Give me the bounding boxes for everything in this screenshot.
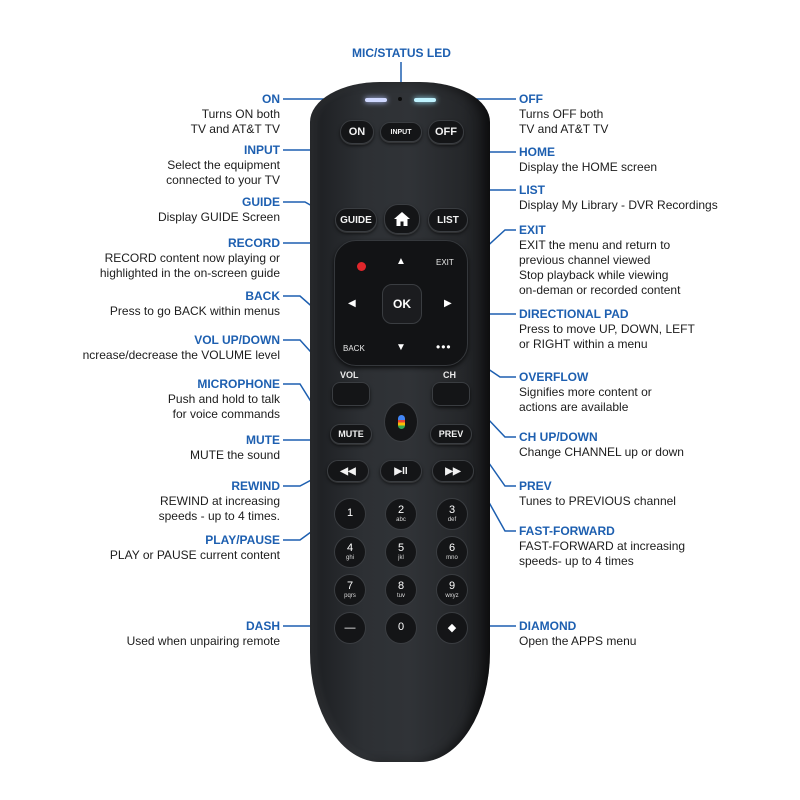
annotation-title: CH UP/DOWN [519, 430, 598, 444]
key-digit: 9 [448, 580, 456, 592]
annotation-prev [519, 479, 676, 509]
key-letters: jkl [398, 555, 404, 561]
key-8[interactable] [385, 574, 417, 606]
annotation-line: Change CHANNEL up or down [519, 445, 684, 459]
annotation-line: Display My Library - DVR Recordings [519, 198, 718, 212]
annotation-title: RECORD [227, 236, 280, 250]
annotation-title: OVERFLOW [519, 370, 589, 384]
annotation-line: on-deman or recorded content [519, 283, 681, 297]
microphone-icon [398, 415, 405, 429]
annotation-line: Display GUIDE Screen [157, 210, 280, 224]
annotation-back [110, 289, 280, 319]
annotation-record [100, 236, 280, 281]
prev-button[interactable]: PREV [430, 424, 472, 444]
annotation-title: MIC/STATUS LED [352, 46, 451, 60]
play-pause-button[interactable]: ▶II [380, 460, 422, 482]
right-arrow-button[interactable]: ▶ [444, 298, 452, 309]
annotation-overflow [519, 370, 652, 415]
key-letters: ghi [345, 555, 354, 561]
annotation-title: PLAY/PAUSE [205, 533, 280, 547]
key-2[interactable] [385, 498, 417, 530]
annotation-mute [190, 433, 280, 463]
annotation-dpad [519, 307, 695, 352]
annotation-title: FAST-FORWARD [519, 524, 615, 538]
annotation-line: Stop playback while viewing [519, 268, 669, 282]
annotation-title: MUTE [246, 433, 280, 447]
mute-button[interactable]: MUTE [330, 424, 372, 444]
annotation-line: Push and hold to talk [167, 392, 280, 406]
key-digit: 3 [448, 504, 456, 516]
status-led-right [414, 98, 436, 102]
annotation-home [519, 145, 657, 175]
dash-button[interactable] [334, 612, 366, 644]
key-digit: 8 [397, 580, 405, 592]
key-0[interactable] [385, 612, 417, 644]
annotation-line: actions are available [519, 400, 629, 414]
annotation-title: HOME [519, 145, 555, 159]
vol-label: VOL [340, 370, 359, 380]
annotation-title: REWIND [231, 479, 280, 493]
key-digit: 2 [397, 504, 405, 516]
annotation-title: ON [262, 92, 280, 106]
annotation-line: ncrease/decrease the VOLUME level [82, 348, 280, 362]
key-digit: 4 [346, 542, 354, 554]
annotation-title: BACK [245, 289, 280, 303]
mic-hole [398, 97, 402, 101]
key-1[interactable] [334, 498, 366, 530]
key-6[interactable] [436, 536, 468, 568]
annotation-line: or RIGHT within a menu [519, 337, 648, 351]
input-button[interactable]: INPUT [380, 122, 422, 142]
annotation-title: DASH [245, 619, 280, 633]
annotation-title: PREV [519, 479, 552, 493]
annotation-vol [83, 333, 280, 363]
key-4[interactable] [334, 536, 366, 568]
ch-rocker[interactable] [432, 382, 470, 406]
annotation-line: TV and AT&T TV [190, 122, 280, 136]
ok-button[interactable]: OK [382, 284, 422, 324]
annotation-diamond [519, 619, 636, 649]
back-button[interactable]: BACK [343, 344, 365, 353]
key-letters: tuv [396, 593, 405, 599]
annotation-title: INPUT [244, 143, 280, 157]
annotation-line: Tunes to PREVIOUS channel [519, 494, 676, 508]
annotation-title: LIST [519, 183, 545, 197]
annotation-line: highlighted in the on-screen guide [99, 266, 280, 280]
off-button[interactable]: OFF [428, 120, 464, 144]
up-arrow-button[interactable]: ▲ [396, 256, 406, 267]
annotation-title: EXIT [519, 223, 546, 237]
overflow-button[interactable]: ••• [436, 340, 452, 354]
on-button[interactable]: ON [340, 120, 374, 144]
key-3[interactable] [436, 498, 468, 530]
annotation-line: speeds - up to 4 times. [158, 509, 280, 523]
list-button[interactable]: LIST [428, 208, 468, 232]
diamond-icon: ◆ [447, 621, 457, 634]
annotation-line: REWIND at increasing [159, 494, 280, 508]
vol-rocker[interactable] [332, 382, 370, 406]
guide-button[interactable]: GUIDE [335, 208, 377, 232]
fast-forward-button[interactable]: ▶▶ [432, 460, 474, 482]
annotation-mic-led [352, 46, 451, 61]
key-5[interactable] [385, 536, 417, 568]
key-letters: wxyz [445, 593, 459, 599]
rewind-button[interactable]: ◀◀ [327, 460, 369, 482]
annotation-line: RECORD content now playing or [104, 251, 280, 265]
dash-icon: — [344, 621, 356, 634]
annotation-exit [519, 223, 680, 298]
annotation-line: EXIT the menu and return to [519, 238, 671, 252]
annotation-playpause [110, 533, 280, 563]
annotation-line: Used when unpairing remote [126, 634, 280, 648]
annotation-line: previous channel viewed [519, 253, 651, 267]
key-letters: abc [396, 517, 406, 523]
annotation-title: DIAMOND [519, 619, 577, 633]
key-7[interactable] [334, 574, 366, 606]
key-letters: pqrs [344, 593, 356, 599]
annotation-guide [158, 195, 280, 225]
key-digit: 1 [346, 507, 354, 519]
annotation-rewind [159, 479, 280, 524]
key-letters: mno [446, 555, 458, 561]
annotation-dash [127, 619, 280, 649]
annotation-line: for voice commands [172, 407, 280, 421]
key-digit: 0 [397, 621, 405, 633]
annotation-line: connected to your TV [166, 173, 280, 187]
annotation-ch [519, 430, 684, 460]
microphone-button[interactable] [384, 402, 418, 442]
home-icon [394, 212, 410, 226]
annotation-off [519, 92, 608, 137]
key-letters: def [447, 517, 457, 523]
home-button[interactable] [384, 204, 420, 234]
annotation-line: Turns ON both [201, 107, 280, 121]
key-9[interactable] [436, 574, 468, 606]
annotation-line: Signifies more content or [519, 385, 652, 399]
key-digit: 5 [397, 542, 405, 554]
annotation-title: DIRECTIONAL PAD [519, 307, 629, 321]
record-button[interactable] [357, 262, 366, 271]
annotation-line: Open the APPS menu [519, 634, 637, 648]
annotation-title: VOL UP/DOWN [194, 333, 280, 347]
annotation-line: TV and AT&T TV [519, 122, 609, 136]
annotation-line: Turns OFF both [519, 107, 604, 121]
annotation-line: Press to move UP, DOWN, LEFT [519, 322, 695, 336]
annotation-title: GUIDE [241, 195, 280, 209]
annotation-input [166, 143, 280, 188]
annotation-title: MICROPHONE [197, 377, 280, 391]
annotation-line: Select the equipment [167, 158, 280, 172]
down-arrow-button[interactable]: ▼ [396, 342, 406, 353]
annotation-line: speeds- up to 4 times [519, 554, 634, 568]
annotation-line: Press to go BACK within menus [109, 304, 280, 318]
key-digit: 7 [346, 580, 354, 592]
annotation-title: OFF [519, 92, 543, 106]
status-led-left [365, 98, 387, 102]
ch-label: CH [443, 370, 456, 380]
annotation-line: FAST-FORWARD at increasing [519, 539, 686, 553]
exit-button[interactable]: EXIT [436, 258, 454, 267]
diamond-button[interactable] [436, 612, 468, 644]
annotation-list [519, 183, 718, 213]
key-digit: 6 [448, 542, 456, 554]
annotation-line: Display the HOME screen [519, 160, 658, 174]
left-arrow-button[interactable]: ◀ [348, 298, 356, 309]
annotation-line: MUTE the sound [189, 448, 280, 462]
annotation-fast-forward [519, 524, 685, 569]
annotation-microphone [168, 377, 280, 422]
annotation-on [191, 92, 280, 137]
annotation-line: PLAY or PAUSE current content [109, 548, 280, 562]
